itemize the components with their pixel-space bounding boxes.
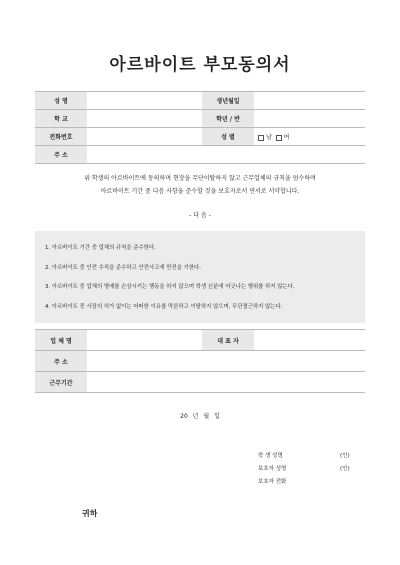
phone-field[interactable] (87, 128, 202, 146)
parent-phone-label: 보호자 전화 (258, 479, 287, 485)
company-field[interactable] (87, 330, 202, 351)
date-line: 20 년 월 일 (180, 413, 220, 420)
gender-label: 성 별 (202, 128, 254, 146)
document-title: 아르바이트 부모동의서 (109, 55, 291, 75)
company-address-label: 주 소 (35, 351, 87, 372)
female-checkbox[interactable] (276, 135, 282, 141)
term-item: 4. 아르바이트 중 사장의 허가 없이는 어떠한 이유를 막론하고 이탈하지 않으며, 무단결근하지 않는다. (45, 303, 283, 310)
phone-label: 전화번호 (35, 128, 87, 146)
male-label: 남 (266, 134, 272, 141)
term-item: 3. 아르바이트 중 업체의 명예를 손상시키는 행동을 하지 않으며 학생 신분에 어긋나는 행위를 하지 않는다. (45, 284, 295, 290)
name-label: 성 명 (35, 92, 87, 110)
ceo-field[interactable] (254, 330, 365, 351)
seal-mark: (인) (340, 466, 350, 472)
birth-label: 생년월일 (202, 92, 254, 110)
grade-field[interactable] (254, 110, 365, 128)
intro-line-1: 위 학생의 아르바이트에 동의하며 현장을 무단이탈하지 않고 근무업체의 규칙을 엄수하며 (84, 175, 316, 182)
intro-line-2: 아르바이트 기간 중 다음 사항을 준수할 것을 보호자로서 연서로 서약합니다. (100, 188, 300, 195)
term-item: 2. 아르바이트 중 안전 수칙을 준수하고 안전사고에 만전을 기한다. (45, 264, 201, 271)
recipient-label: 귀하 (82, 509, 98, 518)
address-label: 주 소 (35, 146, 87, 164)
intro-text (35, 172, 365, 198)
school-field[interactable] (87, 110, 202, 128)
student-info-table (35, 91, 365, 164)
terms-box (35, 231, 365, 323)
male-checkbox[interactable] (258, 135, 264, 141)
parent-signature-line (258, 464, 358, 472)
student-signature-line (258, 451, 358, 459)
student-name-label: 학 생 성명 (258, 453, 283, 459)
ceo-label: 대 표 자 (202, 330, 254, 351)
parent-phone-line (258, 477, 358, 485)
parent-name-label: 보호자 성명 (258, 466, 287, 472)
school-label: 학 교 (35, 110, 87, 128)
grade-label: 학년 / 반 (202, 110, 254, 128)
section-heading: - 다 음 - (189, 212, 211, 219)
gender-field (254, 128, 365, 146)
company-address-field[interactable] (87, 351, 365, 372)
company-label: 업 체 명 (35, 330, 87, 351)
work-period-field[interactable] (87, 372, 365, 393)
term-item: 1. 아르바이트 기간 중 업체의 규칙을 준수한다. (45, 245, 156, 251)
address-field[interactable] (87, 146, 365, 164)
business-info-table (35, 329, 365, 393)
work-period-label: 근무기간 (35, 372, 87, 393)
name-field[interactable] (87, 92, 202, 110)
female-label: 여 (283, 134, 290, 141)
seal-mark: (인) (340, 453, 350, 459)
birth-field[interactable] (254, 92, 365, 110)
